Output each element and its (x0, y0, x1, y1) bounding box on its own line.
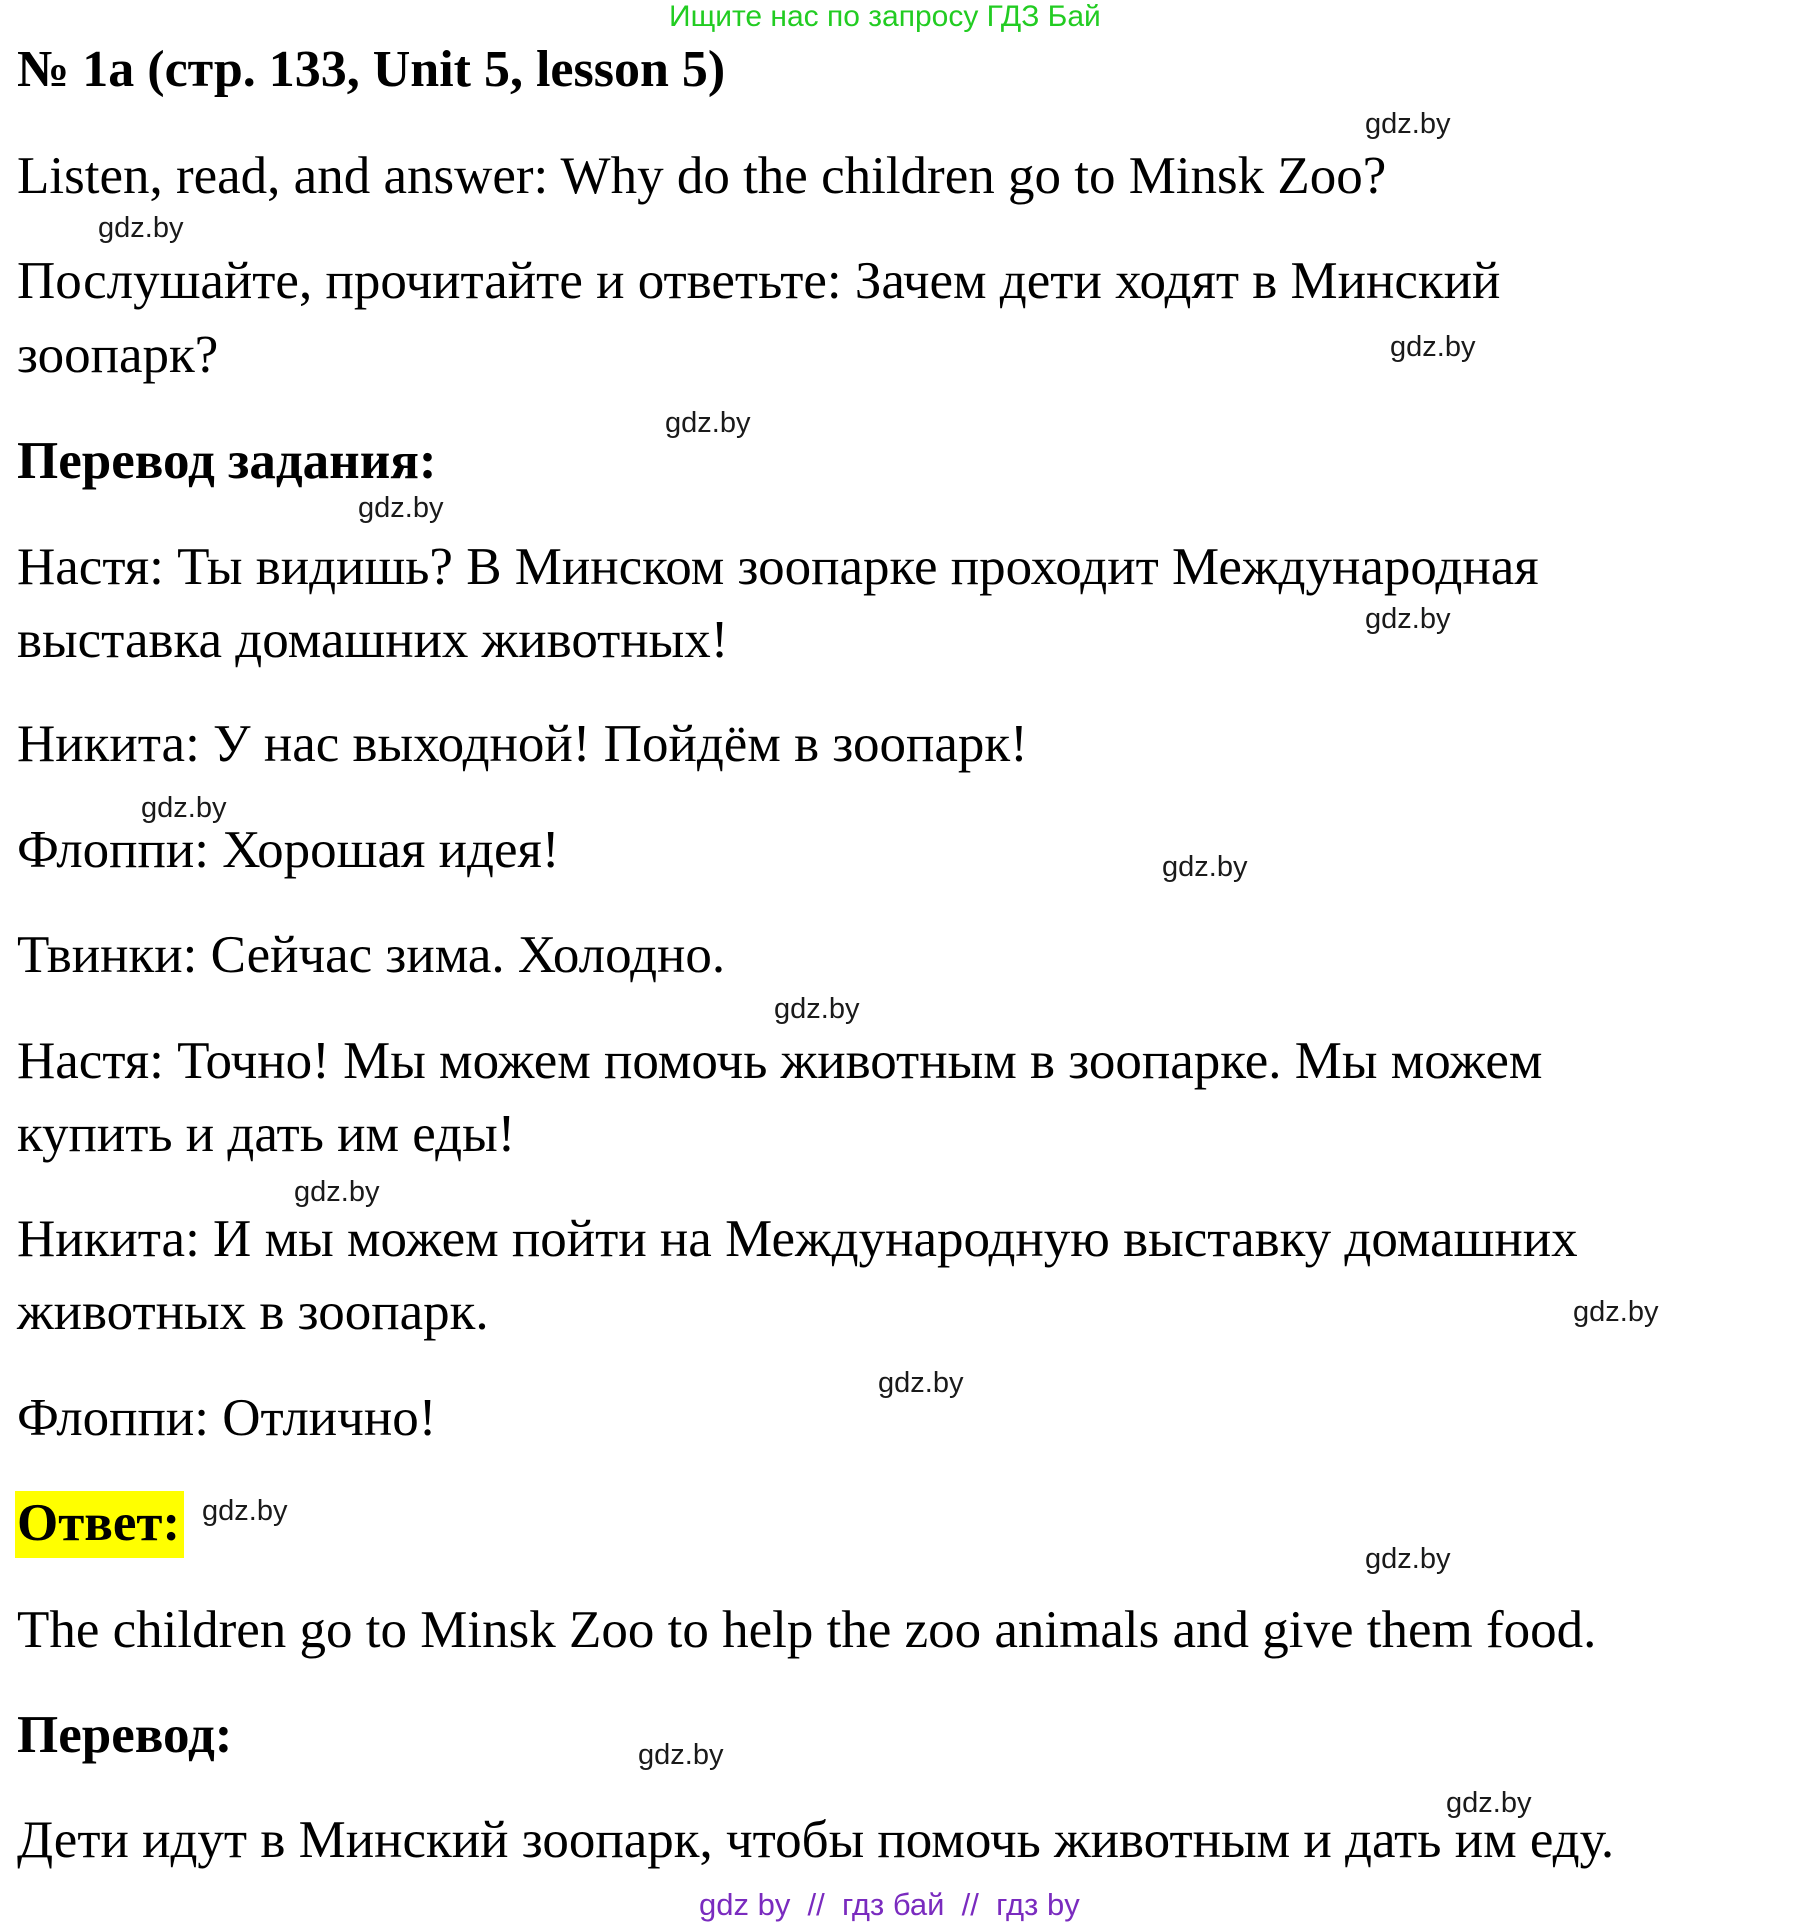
watermark: gdz.by (1390, 331, 1476, 363)
watermark: gdz.by (1573, 1296, 1659, 1328)
dialogue-line: Твинки: Сейчас зима. Холодно. (17, 926, 726, 984)
dialogue-line: Флоппи: Отлично! (17, 1389, 437, 1447)
dialogue-line: Никита: И мы можем пойти на Международную выставку домашних (17, 1210, 1578, 1268)
watermark: gdz.by (1446, 1787, 1532, 1819)
answer-russian: Дети идут в Минский зоопарк, чтобы помочь животным и дать им еду. (17, 1811, 1615, 1869)
answer-label: Ответ: (15, 1491, 184, 1558)
bottom-banner: gdz by // гдз бай // гдз by (699, 1887, 1080, 1922)
task-english: Listen, read, and answer: Why do the children go to Minsk Zoo? (17, 147, 1387, 205)
translation-heading: Перевод задания: (17, 432, 437, 490)
watermark: gdz.by (1365, 1543, 1451, 1575)
watermark: gdz.by (638, 1739, 724, 1771)
task-russian-line-1: Послушайте, прочитайте и ответьте: Зачем дети ходят в Минский (17, 252, 1501, 310)
dialogue-line: животных в зоопарк. (17, 1283, 489, 1341)
watermark: gdz.by (358, 492, 444, 524)
watermark: gdz.by (774, 993, 860, 1025)
dialogue-line: Никита: У нас выходной! Пойдём в зоопарк! (17, 715, 1028, 773)
watermark: gdz.by (202, 1495, 288, 1527)
watermark: gdz.by (1365, 603, 1451, 635)
watermark: gdz.by (294, 1176, 380, 1208)
watermark: gdz.by (141, 792, 227, 824)
page-title: № 1а (стр. 133, Unit 5, lesson 5) (17, 41, 726, 98)
dialogue-line: Настя: Ты видишь? В Минском зоопарке проходит Международная (17, 538, 1539, 596)
watermark: gdz.by (1365, 108, 1451, 140)
watermark: gdz.by (665, 407, 751, 439)
watermark: gdz.by (1162, 851, 1248, 883)
top-banner: Ищите нас по запросу ГДЗ Бай (669, 0, 1101, 33)
translation-label: Перевод: (17, 1706, 233, 1764)
watermark: gdz.by (878, 1367, 964, 1399)
task-russian-line-2: зоопарк? (17, 326, 219, 384)
dialogue-line: купить и дать им еды! (17, 1105, 516, 1163)
watermark: gdz.by (98, 212, 184, 244)
dialogue-line: Флоппи: Хорошая идея! (17, 821, 560, 879)
dialogue-line: Настя: Точно! Мы можем помочь животным в зоопарке. Мы можем (17, 1032, 1543, 1090)
dialogue-line: выставка домашних животных! (17, 611, 729, 669)
answer-english: The children go to Minsk Zoo to help the zoo animals and give them food. (17, 1601, 1597, 1659)
